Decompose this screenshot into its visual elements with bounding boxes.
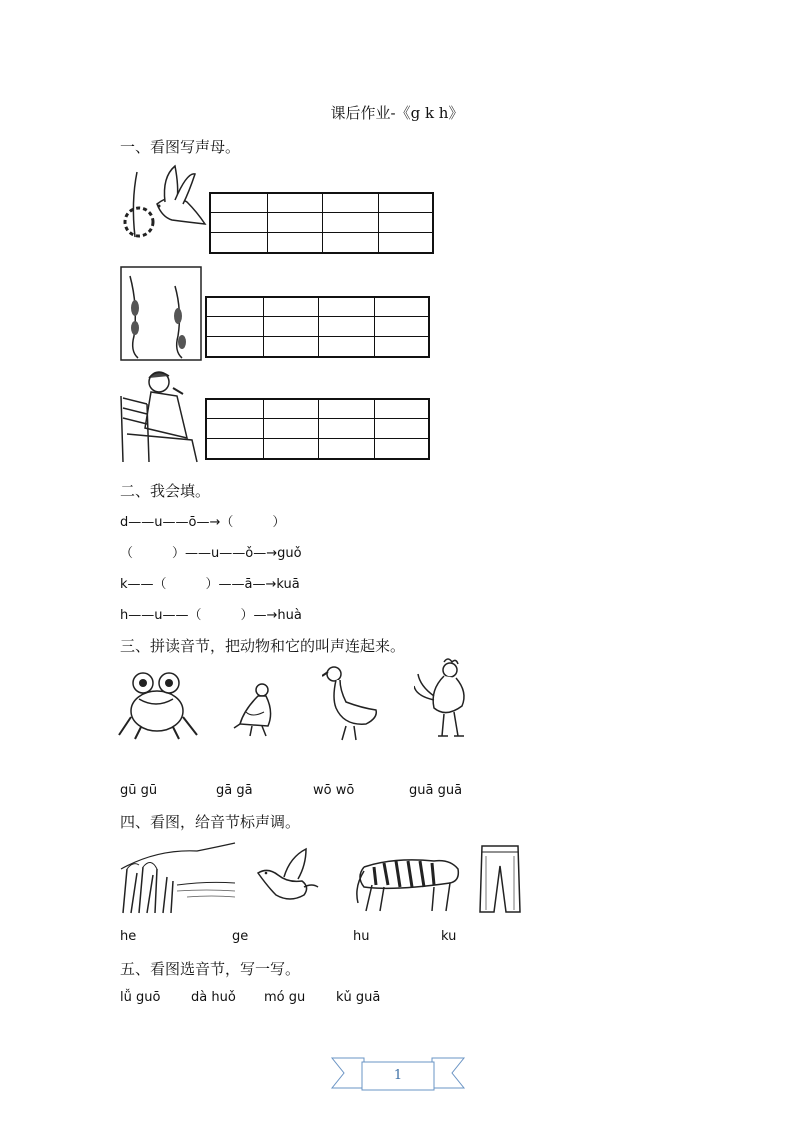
- choose-syllable-4: kǔ guā: [336, 990, 381, 1005]
- fill-line-2[interactable]: （ ）——u——ǒ—→guǒ: [120, 546, 302, 561]
- animal-sound-1: gū gū: [120, 783, 158, 798]
- tone-syllable-3: hu: [353, 929, 370, 944]
- choose-syllable-1: lǚ guō: [120, 990, 161, 1005]
- animal-sound-2: gā gā: [216, 783, 253, 798]
- animal-sound-3: wō wō: [313, 783, 355, 798]
- page-number: 1: [393, 1068, 403, 1083]
- girl-on-bench-picture: [117, 368, 203, 464]
- tiger-picture: [354, 847, 464, 915]
- goose-picture: [322, 664, 380, 742]
- page-title: 课后作业-《g k h》: [330, 104, 464, 122]
- tone-syllable-1: he: [120, 929, 137, 944]
- writing-grid-2[interactable]: [205, 296, 430, 358]
- rooster-picture: [414, 656, 476, 742]
- writing-grid-3[interactable]: [205, 398, 430, 460]
- section-1-heading: 一、看图写声母。: [120, 138, 241, 156]
- fill-line-1[interactable]: d——u——ō—→（ ）: [120, 515, 286, 530]
- fill-line-3[interactable]: k——（ ）——ā—→kuā: [120, 577, 300, 592]
- writing-grid-1[interactable]: [209, 192, 434, 254]
- fill-line-4[interactable]: h——u——（ ）—→huà: [120, 608, 302, 623]
- dove-picture: [254, 847, 320, 911]
- section-2-heading: 二、我会填。: [120, 482, 211, 500]
- animal-sound-4: guā guā: [409, 783, 463, 798]
- pants-picture: [478, 842, 522, 914]
- tone-syllable-2: ge: [232, 929, 249, 944]
- choose-syllable-3: mó gu: [264, 990, 306, 1005]
- pigeon-picture: [232, 682, 282, 740]
- plant-frame-picture: [120, 266, 202, 361]
- section-4-heading: 四、看图，给音节标声调。: [120, 813, 301, 831]
- river-grass-picture: [117, 839, 239, 915]
- frog-picture: [117, 665, 201, 741]
- choose-syllable-2: dà huǒ: [191, 990, 236, 1005]
- tone-syllable-4: ku: [441, 929, 457, 944]
- section-3-heading: 三、拼读音节，把动物和它的叫声连起来。: [120, 637, 406, 655]
- section-5-heading: 五、看图选音节，写一写。: [120, 960, 301, 978]
- dove-wreath-picture: [117, 162, 207, 257]
